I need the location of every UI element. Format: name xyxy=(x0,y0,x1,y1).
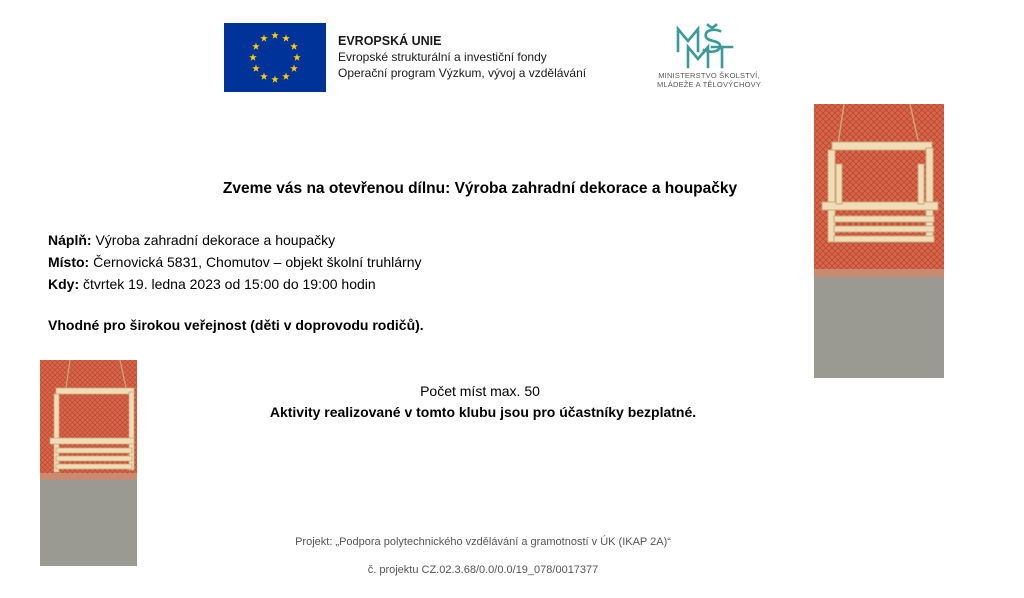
content-row xyxy=(48,229,422,251)
msmt-line1: MINISTERSTVO ŠKOLSTVÍ, xyxy=(658,71,760,80)
eu-star-icon xyxy=(252,43,260,50)
eu-star-icon xyxy=(282,34,290,41)
eu-stars-icon xyxy=(224,23,326,92)
page-title: Zveme vás na otevřenou dílnu: Výroba zahradní dekorace a houpačky xyxy=(222,180,738,197)
when-row xyxy=(48,273,422,295)
project-number: č. projektu CZ.02.3.68/0.0/0.0/19_078/0017377 xyxy=(367,564,599,576)
free-note: Aktivity realizované v tomto klubu jsou pro účastníky bezplatné. xyxy=(269,404,697,420)
eu-flag-logo xyxy=(224,23,326,92)
content-label: Náplň: xyxy=(48,232,92,248)
place-value: Černovická 5831, Chomutov – objekt školní truhlárny xyxy=(89,254,422,270)
eu-star-icon xyxy=(271,76,279,83)
content-value: Výroba zahradní dekorace a houpačky xyxy=(91,232,336,248)
place-row xyxy=(48,251,422,273)
msmt-monogram-icon xyxy=(642,23,782,71)
when-label: Kdy: xyxy=(48,276,80,292)
eu-programme: Operační program Výzkum, vývoj a vzdělávání xyxy=(338,66,587,80)
eu-star-icon xyxy=(293,54,301,61)
public-note: Vhodné pro širokou veřejnost (děti v doprovodu rodičů). xyxy=(48,317,424,333)
eu-logo-text xyxy=(338,33,586,81)
eu-funds: Evropské strukturální a investiční fondy xyxy=(338,50,547,64)
eu-star-icon xyxy=(282,73,290,80)
eu-star-icon xyxy=(260,34,268,41)
msmt-logo-text xyxy=(636,71,782,89)
capacity-text: Počet míst max. 50 xyxy=(420,383,540,399)
event-details xyxy=(48,229,422,295)
place-label: Místo: xyxy=(48,254,90,270)
msmt-line2: MLÁDEŽE A TĚLOVÝCHOVY xyxy=(656,80,762,89)
eu-star-icon xyxy=(252,65,260,72)
project-name: Projekt: „Podpora polytechnického vzdělávání a gramotností v ÚK (IKAP 2A)“ xyxy=(295,536,671,548)
eu-star-icon xyxy=(260,73,268,80)
when-value: čtvrtek 19. ledna 2023 od 15:00 do 19:00 hodin xyxy=(79,276,376,292)
eu-star-icon xyxy=(290,43,298,50)
swing-photo-right xyxy=(814,104,944,378)
eu-star-icon xyxy=(271,32,279,39)
eu-star-icon xyxy=(290,65,298,72)
eu-star-icon xyxy=(249,54,257,61)
eu-title: EVROPSKÁ UNIE xyxy=(338,34,442,48)
